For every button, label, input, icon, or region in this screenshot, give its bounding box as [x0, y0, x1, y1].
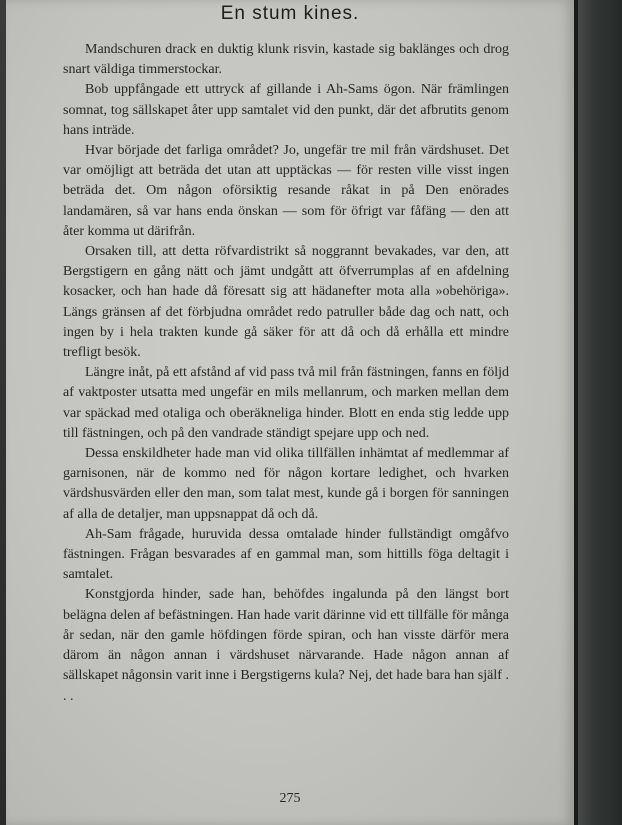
paragraph: Bob uppfångade ett uttryck af gillande i Ah-Sams ögon. När främlingen somnat, tog sällskapet åter upp samtalet vid den punkt, där det afbrutits genom hans inträde.: [63, 82, 509, 138]
paragraph: Ah-Sam frågade, huruvida dessa omtalade hinder fullständigt omgåfvo fästningen. Frågan besvarades af en gammal man, som hittills föga deltagit i samtalet.: [63, 526, 509, 583]
paragraph: Hvar började det farliga området? Jo, ungefär tre mil från värdshuset. Det var omöjligt att beträda det utan att upptäckas — för resten ville visst ingen beträda det. Om någon oförsiktig resande råkat in på Den enörades landamären, så var hans enda önskan — som för öfrigt var fåfäng — den att åter komma ut därifrån.: [63, 143, 509, 239]
paragraph: Orsaken till, att detta röfvardistrikt så noggrannt bevakades, var den, att Bergstigern en gång nätt och jämt undgått att öfverrumplas af en afdelning kosacker, och han hade då föresatt sig att hädanefter mota alla »obehöriga». Längs gränsen af det förbjudna området redo patruller både dag och natt, och ingen by i hela trakten kunde gå säker för att då och då erhålla ett mindre trefligt besök.: [63, 244, 509, 361]
dark-background-edge: [574, 0, 622, 825]
page-number: 275: [279, 791, 301, 806]
paragraph: Dessa enskildheter hade man vid olika tillfällen inhämtat af medlemmar af garnisonen, när de kommo ned för någon kortare ledighet, och hvarken värdshusvärden eller den man, som talat mest, kunde gå i borgen för sanningen af alla de detaljer, man uppsnappat då och då.: [63, 446, 509, 522]
paragraph: Konstgjorda hinder, sade han, behöfdes ingalunda på den längst bort belägna delen af befästningen. Han hade varit därinne vid ett tillfälle för många år sedan, när den gamle höfdingen förde spiran, och han visste därför mera därom än någon annan i värdshuset närvarande. Hade någon annan af sällskapet någonsin varit inne i Bergstigerns kula? Nej, det hade bara han själf . . .: [63, 587, 509, 704]
running-header: En stum kines.: [220, 3, 360, 24]
body-text: [63, 40, 509, 707]
paragraph: Mandschuren drack en duktig klunk risvin, kastade sig baklänges och drog snart väldiga timmerstockar.: [63, 42, 509, 78]
paragraph: Längre inåt, på ett afstånd af vid pass två mil från fästningen, fanns en följd af vaktposter utsatta med ungefär en mils mellanrum, och marken mellan dem var späckad med otaliga och oberäkneliga hinder. Blott en enda stig ledde upp till fästningen, och på den vandrade ständigt spejare upp och ned.: [63, 365, 509, 441]
book-page: [6, 0, 574, 825]
